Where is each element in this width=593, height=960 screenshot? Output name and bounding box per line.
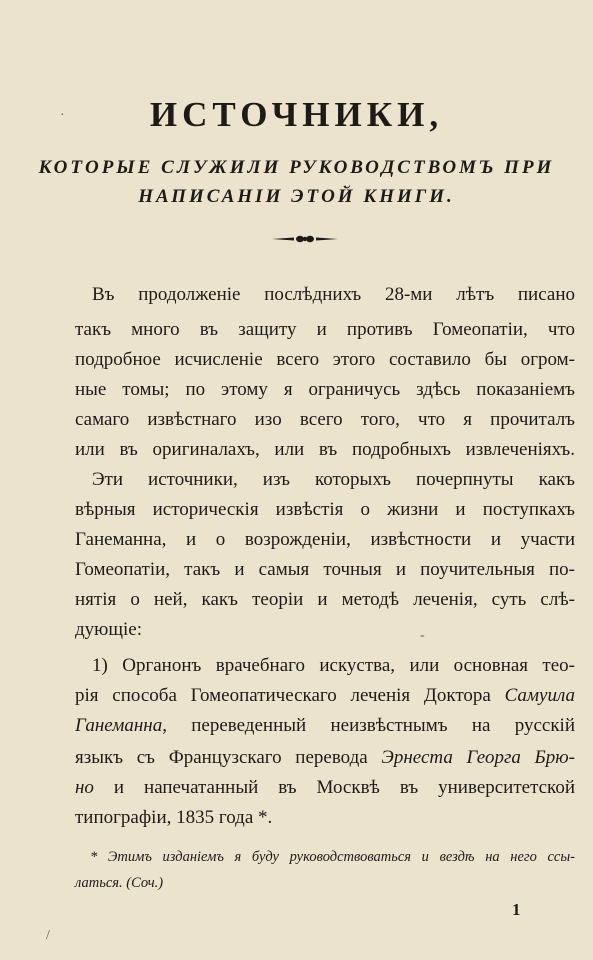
- author-name-first: Самуила: [504, 685, 575, 706]
- ink-speck: /: [46, 928, 50, 943]
- footnote-line-1: * Этимъ изданіемъ я буду руководствоваться и вездѣ на него ссы-: [90, 849, 575, 865]
- source-1-line-1: 1) Органонъ врачебнаго искуства, или основная тео-: [92, 655, 575, 676]
- source-1-text: и напечатанный въ Москвѣ въ университетской: [93, 777, 575, 798]
- source-1-text: рія способа Гомеопатическаго леченія Доктора: [75, 685, 505, 706]
- paragraph-2-line-5: нятія о ней, какъ теоріи и методѣ леченія, суть слѣ-: [75, 589, 575, 610]
- source-1-line-4: [75, 746, 575, 769]
- paragraph-1-line-3: подробное исчисленіе всего этого составило бы огром-: [75, 349, 575, 370]
- source-1-line-3: [75, 714, 575, 737]
- paragraph-2-line-4: Гомеопатіи, такъ и самыя точныя и поучительныя по-: [75, 559, 575, 580]
- paragraph-2-line-3: Ганеманна, и о возрожденіи, извѣстности и участи: [75, 529, 575, 550]
- translator-name: Эрнеста Георга Брю-: [381, 747, 575, 768]
- paragraph-1-line-2: такъ много въ защиту и противъ Гомеопатіи, что: [75, 319, 575, 340]
- subtitle-line-2: НАПИСАНІИ ЭТОЙ КНИГИ.: [138, 186, 455, 207]
- author-name-last: Ганеманна: [75, 715, 163, 736]
- paragraph-2-line-2: вѣрныя историческія извѣстія о жизни и поступкахъ: [75, 499, 575, 520]
- ink-speck: ·: [60, 108, 65, 123]
- page-title: ИСТОЧНИКИ,: [149, 95, 444, 134]
- paragraph-2-line-1: Эти источники, изъ которыхъ почерпнуты какъ: [92, 469, 575, 490]
- ink-speck: -: [420, 628, 425, 643]
- subtitle-line-1: КОТОРЫЕ СЛУЖИЛИ РУКОВОДСТВОМЪ ПРИ: [38, 157, 555, 178]
- paragraph-1-line-4: ные томы; по этому я ограничусь здѣсь показаніемъ: [75, 379, 575, 400]
- page-number: 1: [512, 900, 521, 919]
- source-1-text: языкъ съ Французскаго перевода: [75, 747, 382, 768]
- translator-name-end: но: [75, 777, 94, 798]
- ornament-divider: [270, 232, 340, 246]
- paragraph-2-line-6: дующіе:: [75, 619, 142, 640]
- source-1-line-6: типографіи, 1835 года *.: [75, 807, 273, 828]
- paragraph-1-line-5: самаго извѣстнаго изо всего того, что я прочиталъ: [75, 409, 575, 430]
- source-1-text: , переведенный неизвѣстнымъ на русскій: [162, 715, 575, 736]
- footnote-line-2: латься. (Соч.): [75, 875, 164, 891]
- paragraph-1-line-1: Въ продолженіе послѣднихъ 28-ми лѣтъ писано: [92, 284, 575, 305]
- paragraph-1-line-6: или въ оригиналахъ, или въ подробныхъ извлеченіяхъ.: [75, 439, 575, 460]
- source-1-line-2: [75, 684, 575, 707]
- source-1-line-5: [75, 776, 575, 799]
